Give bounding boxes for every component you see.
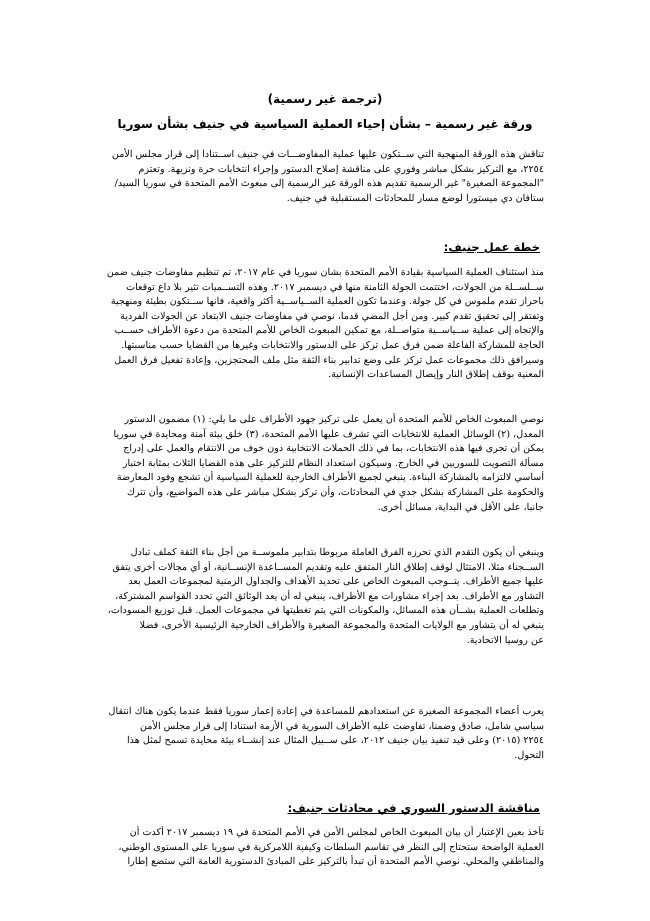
paragraph-line: والمناطقي والمحلي. نوصي الأمم المتحدة أن تبدأ بالتركيز على المبادئ الدستورية العامة التي ستضع إطارا [127,856,544,868]
paragraph-line: سياسي شامل، صادق وضمنا، تفاوضت عليه الأطراف السورية في الأزمة استنادا إلى قرار مجلس الأمن [140,720,544,732]
section1-paragraph-2 [106,413,544,515]
paragraph-line: التشاور مع الأطراف. بعد إجراء مشاورات مع الأطراف، ينبغي له أن يعد الوثائق التي تحدد القواسم المشتركة، [115,590,544,602]
section1-paragraph-1 [106,266,544,383]
paragraph-line: ســلســلة من الجولات، اختتمت الجولة الثامنة منها في ديسمبر ٢٠١٧. وهذه التســميات تثير بلا داع توقعات [126,281,544,293]
paragraph-line: تناقش هذه الورقة المنهجية التي ســتكون عليها عملية المفاوضـــات في جنيف اســتنادا إلى قرار مجلس الأمن [111,149,544,160]
section1-paragraph-3 [106,546,544,648]
paragraph-line: التحول. [514,749,544,761]
paragraph-line: ستافان دي ميستورا لوضع مسار للمحادثات المستقبلية في جنيف. [286,192,544,204]
paragraph-line: جانبا، على الأقل في البداية، مسائل أخرى. [377,501,544,513]
paragraph-line: يعرب أعضاء المجموعة الصغيرة عن استعدادهم للمساعدة في إعادة إعمار سوريا فقط عندما يكون هناك انتقال [108,706,544,717]
paragraph-line: المعدل، (٢) الوسائل العملية للانتخابات التي تشرف عليها الأمم المتحدة، (٣) خلق بيئة آمنة ومحايدة في سوريا [113,428,544,440]
paragraph-line: الســجناء مثلا، الامتثال لوقف إطلاق النار المتفق عليه وتقديم المســاعدة الإنســانية، أو أي مجالات أخرى يتفق [112,561,544,573]
section-heading-text: خطة عمل جنيف: [443,240,540,254]
document-title: ورقة غير رسمية – بشأن إحياء العملية السياسية في جنيف بشأن سوريا [117,117,533,131]
paragraph-line: مسألة التصويت للسوريين في الخارج. وسيكون استعداد النظام للتركيز على هذه القضايا الثلاث بمثابة اختبار [122,457,544,469]
paragraph-line: ٢٢٥٤، مع التركيز بشكل مباشر وفوري على مناقشة إصلاح الدستور وإجراء انتخابات حرة ونزيهة. وتعتزم [138,163,544,175]
intro-paragraph [106,148,544,206]
paragraph-line: نوصي المبعوث الخاص للأمم المتحدة أن يعمل على تركيز جهود الأطراف على ما يلي: (١) مضمون الدستور [124,414,544,425]
paragraph-line: منذ استئناف العملية السياسية بقيادة الأمم المتحدة بشان سوريا في عام ٢٠١٧، تم تنظيم مفاوضات جنيف ضمن [106,267,544,278]
paragraph-line: والحكومة على المشاركة بشكل جدي في المحادثات، وأن تركز بشكل مباشر على هذه المواضيع، وأن تترك [126,486,544,498]
paragraph-line: والإتجاه إلى عملية ســياســية متواصــلة، مع تمكين المبعوث الخاص للأمم المتحدة من دعوة الأطراف حســب [114,325,544,337]
section2-paragraph-1 [106,826,544,870]
paragraph-line: "المجموعة الصغيرة" غير الرسمية تقديم هذه الورقة غير الرسمية إلى مبعوث الأمم المتحدة في سوريا السيد/ [114,178,544,190]
paragraph-line: وتفتقر إلى تحقيق تقدم كبير. ومن أجل المضي قدما، نوصي في مفاوضات جنيف الابتعاد عن الجولات الفردية [120,310,544,322]
section-heading-geneva-work-plan [100,239,540,255]
paragraph-line: عليها جميع الأطراف. يتــوجب المبعوث الخاص على تحديد الأهداف والجداول الزمنية لمجموعات العمل بعد [128,576,544,588]
paragraph-line: العملية الواضحة ستحتاج إلى النظر في تقاسم السلطات وكيفية اللامركزية في سوريا على المستوى الوطني، [118,841,544,853]
paragraph-line: ٢٢٥٤ (٢٠١٥) وعلى قيد تنفيذ بيان جنيف ٢٠١٢، على ســبيل المثال عند إنشــاء بيئة محايدة تسمح لمثل هذا [127,735,544,747]
paragraph-line: الحاجة للمشاركة الفاعلة ضمن فرق عمل تركز على الدستور والانتخابات وغيرها من القضايا حسب مناسبتها. [121,339,544,351]
paragraph-line: يمكن أن تجرى فيها هذه الانتخابات، بما في ذلك الحملات الانتخابية دون خوف من الانتقام والعمل على إدراج [123,443,544,455]
section1-paragraph-4 [106,705,544,763]
paragraph-line: أساسي لالتزامه بالمشاركة البناءة. ينبغي لجميع الأطراف الخارجية للعملية السياسية أن تشجع وفود المعارضة [116,472,544,484]
paragraph-line: المعنية بوقف إطلاق النار وإيصال المساعدات الإنسانية. [328,369,544,381]
paragraph-line: عن روسيا الاتحادية. [466,634,544,646]
paragraph-line: وسيرافق ذلك مجموعات عمل تركز على وضع تدابير بناء الثقة مثل ملف المحتجزين، وإعادة تفعيل فرق العمل [114,354,544,366]
paragraph-line: وينبغي أن يكون التقدم الذي تحرزه الفرق العاملة مربوطا بتدابير ملموســة من أجل بناء الثقة كملف تبادل [130,547,544,558]
paragraph-line: وتطلعات العملية بشــأن هذه المسائل، والمكونات التي يتم تغطيتها في مجموعات العمل. قبل توزيع المسودات، [107,605,544,617]
translation-note: (ترجمة غير رسمية) [267,92,383,106]
paragraph-line: ينبغي له أن يتشاور مع الولايات المتحدة والمجموعة الصغيرة والأطراف الخارجية الرئيسية الأخرى، فضلا [139,619,544,631]
section-heading-constitution [100,800,540,816]
paragraph-line: تأخذ بعين الإعتبار أن بيان المبعوث الخاص لمجلس الأمن في الأمم المتحدة في ١٩ ديسمبر ٢٠١٧ أكدت أن [129,827,544,838]
paragraph-line: باحراز تقدم ملموس في كل جولة. وعندما تكون العملية الســياســية أكثر واقعية، فانها ســتكون بطيئة ومنهجية [110,296,544,308]
section-heading-text: مناقشة الدستور السوري في محادثات جنيف: [287,801,540,815]
